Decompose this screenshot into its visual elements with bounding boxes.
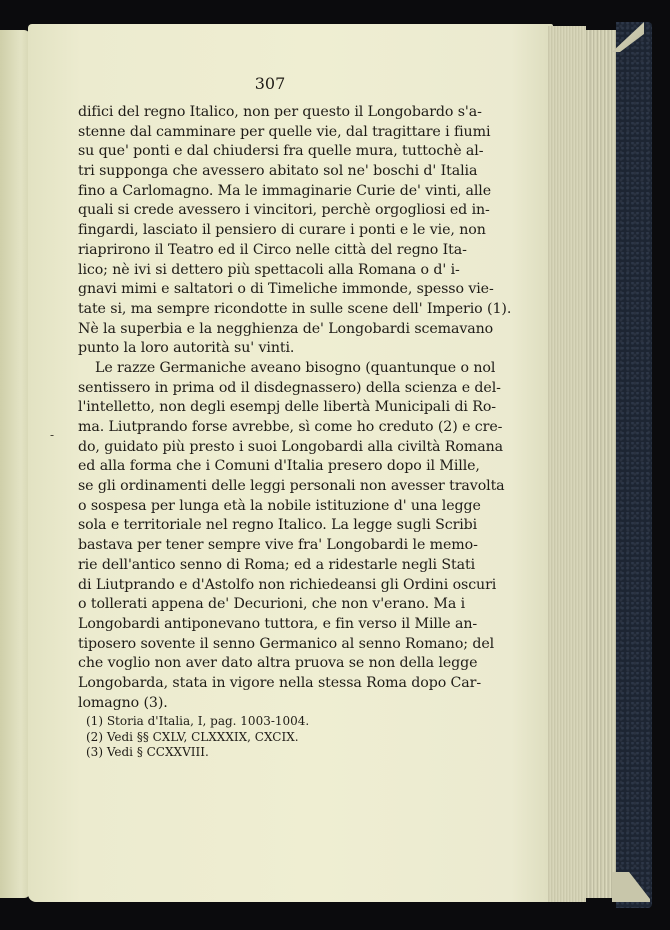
margin-mark: - <box>50 428 55 442</box>
text-line: ed alla forma che i Comuni d'Italia presero dopo il Mille, <box>78 458 480 475</box>
text-line: fino a Carlomagno. Ma le immaginarie Curie de' vinti, alle <box>78 182 492 199</box>
text-line: sola e territoriale nel regno Italico. La legge sugli Scribi <box>78 517 478 534</box>
text-line: o tollerati appena de' Decurioni, che non v'erano. Ma i <box>78 596 466 613</box>
text-line: difici del regno Italico, non per questo il Longobardo s'a- <box>78 104 482 120</box>
footnote: (3) Vedi § CCXXVIII. <box>86 745 209 759</box>
text-line: ma. Liutprando forse avrebbe, sì come ho creduto (2) e cre- <box>78 419 503 435</box>
text-line: fingardi, lasciato il pensiero di curare i ponti e le vie, non <box>78 222 486 239</box>
page-edges-outer <box>584 30 620 898</box>
text-line: rie dell'antico senno di Roma; ed a ridestarle negli Stati <box>78 556 476 573</box>
text-line: stenne dal camminare per quelle vie, dal tragittare i fiumi <box>78 123 491 140</box>
text-line: riaprirono il Teatro ed il Circo nelle città del regno Ita- <box>78 241 467 258</box>
text-line: l'intelletto, non degli esempj delle libertà Municipali di Ro- <box>78 399 496 416</box>
text-line: bastava per tener sempre vive fra' Longobardi le memo- <box>78 537 478 554</box>
text-line: Longobarda, stata in vigore nella stessa Roma dopo Car- <box>78 674 482 691</box>
facing-page-edge <box>0 30 30 898</box>
text-line: se gli ordinamenti delle leggi personali non avesser travolta <box>78 478 505 495</box>
text-line: tate si, ma sempre ricondotte in sulle scene dell' Imperio (1). <box>78 300 512 317</box>
text-line: Longobardi antiponevano tuttora, e fin verso il Mille an- <box>78 615 478 632</box>
footnotes <box>86 714 406 761</box>
body-text <box>78 103 512 713</box>
text-line: punto la loro autorità su' vinti. <box>78 340 295 357</box>
text-line: Le razze Germaniche aveano bisogno (quantunque o nol <box>95 359 496 376</box>
page-number: 307 <box>254 74 286 93</box>
text-line: di Liutprando e d'Astolfo non richiedeansi gli Ordini oscuri <box>78 576 497 593</box>
text-line: do, guidato più presto i suoi Longobardi alla civiltà Romana <box>78 438 503 455</box>
text-line: o sospesa per lunga età la nobile istituzione d' una legge <box>78 497 481 514</box>
page-edges <box>548 26 586 902</box>
footnote: (1) Storia d'Italia, I, pag. 1003-1004. <box>86 714 310 728</box>
text-line: gnavi mimi e saltatori o di Timeliche immonde, spesso vie- <box>78 281 494 298</box>
text-line: Nè la superbia e la negghienza de' Longobardi scemavano <box>78 320 494 337</box>
text-line: tri supponga che avessero abitato sol ne' boschi d' Italia <box>78 163 478 180</box>
text-line: tiposero sovente il senno Germanico al senno Romano; del <box>78 635 495 652</box>
text-line: quali si crede avessero i vincitori, perchè orgogliosi ed in- <box>78 202 490 219</box>
text-line: sentissero in prima od il disdegnassero) della scienza e del- <box>78 379 501 396</box>
text-line: lico; nè ivi si dettero più spettacoli alla Romana o d' i- <box>78 261 460 278</box>
text-line: lomagno (3). <box>78 694 168 711</box>
footnote: (2) Vedi §§ CXLV, CLXXXIX, CXCIX. <box>86 729 299 744</box>
text-line: su que' ponti e dal chiudersi fra quelle mura, tuttochè al- <box>78 143 484 160</box>
text-line: che voglio non aver dato altra pruova se non della legge <box>78 655 478 672</box>
book-cover <box>616 22 652 908</box>
